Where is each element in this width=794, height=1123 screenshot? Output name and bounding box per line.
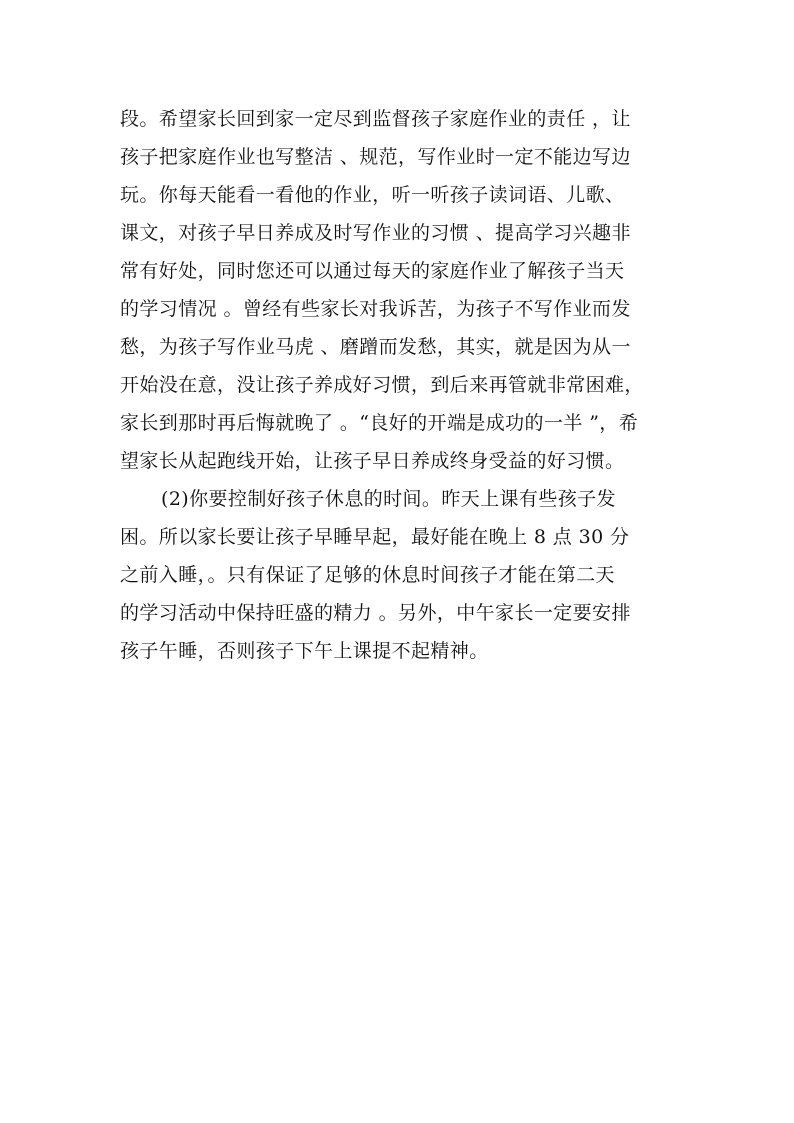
- text-line: 的学习活动中保持旺盛的精力 。另外，中午家长一定要安排: [120, 602, 631, 624]
- text-line: 之前入睡，。只有保证了足够的休息时间孩子才能在第二天: [120, 564, 615, 586]
- text-line-indented: (2)你要控制好孩子休息的时间。昨天上课有些孩子发: [161, 488, 616, 510]
- document-body: [120, 100, 680, 670]
- text-line: 愁，为孩子写作业马虎 、磨蹭而发愁，其实，就是因为从一: [120, 336, 631, 358]
- text-line: 孩子把家庭作业也写整洁 、规范，写作业时一定不能边写边: [120, 146, 631, 168]
- text-line: 段。希望家长回到家一定尽到监督孩子家庭作业的责任 ，让: [120, 108, 631, 130]
- text-line: 的学习情况 。曾经有些家长对我诉苦，为孩子不写作业而发: [120, 298, 631, 320]
- text-line: 开始没在意，没让孩子养成好习惯，到后来再管就非常困难，: [120, 374, 644, 396]
- text-line: 玩。你每天能看一看他的作业，听一听孩子读词语、儿歌、: [120, 184, 625, 206]
- text-line: 困。所以家长要让孩子早睡早起，最好能在晚上 8 点 30 分: [120, 526, 630, 548]
- text-line: 孩子午睡，否则孩子下午上课提不起精神。: [120, 640, 489, 662]
- text-line: 常有好处，同时您还可以通过每天的家庭作业了解孩子当天: [120, 260, 625, 282]
- text-line: 课文，对孩子早日养成及时写作业的习惯 、提高学习兴趣非: [120, 222, 631, 244]
- text-line: 家长到那时再后悔就晚了 。“良好的开端是成功的一半 ”，希: [120, 412, 639, 434]
- text-line: 望家长从起跑线开始，让孩子早日养成终身受益的好习惯。: [120, 450, 625, 472]
